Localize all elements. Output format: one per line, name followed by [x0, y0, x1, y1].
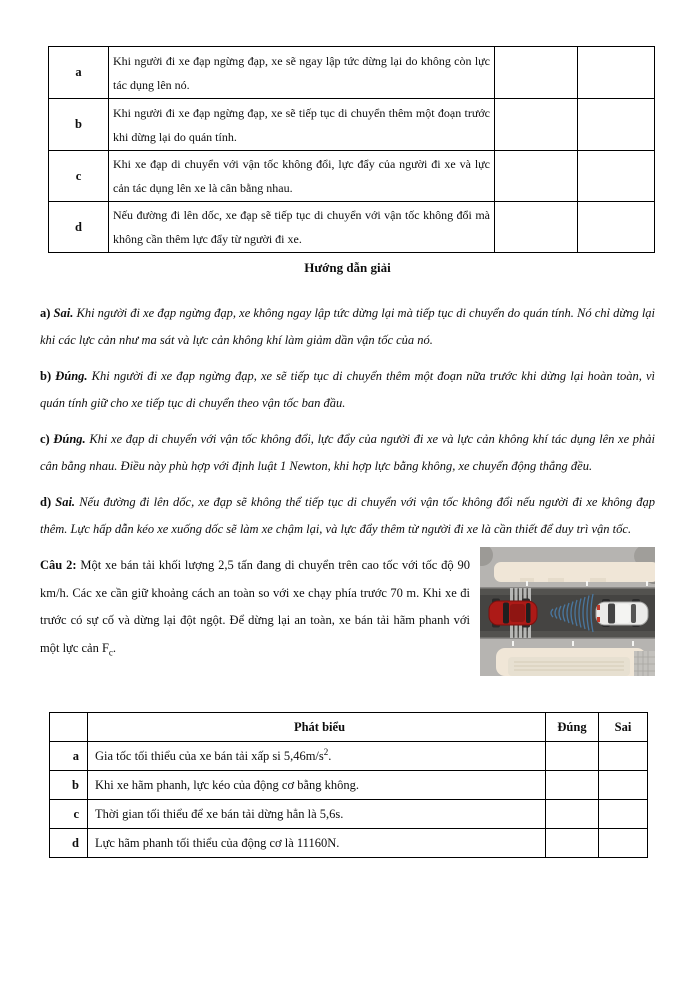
statements-table-q1	[48, 46, 655, 253]
solution-item-a	[40, 300, 655, 354]
question-text-end: .	[112, 640, 117, 655]
statement-cell: Thời gian tối thiểu để xe bán tải dừng hẳn là 5,6s.	[88, 800, 546, 829]
answer-cell-sai-a	[599, 742, 648, 771]
superscript: 2	[323, 746, 329, 757]
row-label: c	[49, 151, 109, 202]
row-label: b	[50, 771, 88, 800]
solution-item-d	[40, 489, 655, 543]
curb-post	[512, 641, 514, 646]
answer-cell-dung-b	[495, 99, 578, 151]
item-verdict: Đúng.	[55, 369, 88, 383]
item-label: c)	[40, 432, 50, 446]
corner-cell	[50, 713, 88, 742]
row-label: a	[49, 47, 109, 99]
table-row	[49, 151, 655, 202]
header-sai: Sai	[599, 713, 648, 742]
item-label: d)	[40, 495, 52, 509]
statement-cell: Lực hãm phanh tối thiểu của động cơ là 11160N.	[88, 829, 546, 858]
question-label: Câu 2:	[40, 558, 77, 572]
answer-cell-dung-a	[495, 47, 578, 99]
statements-table-q2	[49, 712, 648, 858]
item-text: Khi xe đạp di chuyển với vận tốc không đổi, lực đẩy của người đi xe và lực cản không khí tác dụng lên xe phải cân bằng nhau. Điều này phù hợp với định luật 1 Newton, khi hợp lực bằng không, xe chuyển động thẳng đều.	[40, 432, 655, 473]
road-edge	[480, 638, 655, 640]
answer-cell-sai-d	[599, 829, 648, 858]
curb-post	[586, 581, 588, 586]
parking-grid	[634, 651, 655, 676]
item-verdict: Sai.	[53, 306, 74, 320]
row-label: a	[50, 742, 88, 771]
answer-cell-dung-a	[546, 742, 599, 771]
statement-cell: Khi xe hãm phanh, lực kéo của động cơ bằng không.	[88, 771, 546, 800]
answer-cell-dung-d	[495, 202, 578, 253]
answer-cell-sai-b	[578, 99, 655, 151]
solution-item-c	[40, 426, 655, 480]
table-row	[50, 829, 648, 858]
curb-post	[646, 581, 648, 586]
white-car-icon	[596, 599, 648, 627]
statement-cell: Khi người đi xe đạp ngừng đạp, xe sẽ ngay lập tức dừng lại do không còn lực tác dụng lên nó.	[109, 47, 495, 99]
table-row	[49, 99, 655, 151]
road-scene-illustration	[480, 547, 655, 676]
table-header-row	[50, 713, 648, 742]
answer-cell-sai-c	[599, 800, 648, 829]
road-edge	[480, 587, 655, 589]
row-label: d	[49, 202, 109, 253]
statement-cell	[88, 742, 546, 771]
solution-section	[40, 300, 655, 543]
table-row	[49, 202, 655, 253]
answer-cell-dung-c	[546, 800, 599, 829]
item-text: Khi người đi xe đạp ngừng đạp, xe sẽ tiếp tục di chuyển thêm một đoạn nữa trước khi dừng lại hoàn toàn, vì quán tính giữ cho xe tiếp tục di chuyển theo vận tốc ban đầu.	[40, 369, 656, 410]
item-verdict: Đúng.	[53, 432, 86, 446]
statement-text: Gia tốc tối thiểu của xe bán tải xấp si 5,46m/s	[95, 748, 324, 763]
statement-cell: Nếu đường đi lên dốc, xe đạp sẽ tiếp tục di chuyển với vận tốc không đổi mà không cần thêm lực đẩy từ người đi xe.	[109, 202, 495, 253]
item-label: b)	[40, 369, 52, 383]
item-text: Nếu đường đi lên dốc, xe đạp sẽ không thể tiếp tục di chuyển với vận tốc không đổi nếu người đi xe không đạp thêm. Lực hấp dẫn kéo xe xuống dốc sẽ làm xe chậm lại, và lực đẩy thêm từ người đi xe là cần thiết để duy trì vận tốc.	[40, 495, 655, 536]
solution-item-b	[40, 363, 655, 417]
statement-cell: Khi người đi xe đạp ngừng đạp, xe sẽ tiếp tục di chuyển thêm một đoạn trước khi dừng lại do quán tính.	[109, 99, 495, 151]
header-dung: Đúng	[546, 713, 599, 742]
question-2	[40, 552, 655, 662]
answer-cell-sai-d	[578, 202, 655, 253]
row-label: b	[49, 99, 109, 151]
curb-post	[526, 581, 528, 586]
building-detail	[548, 578, 564, 582]
item-text: Khi người đi xe đạp ngừng đạp, xe không ngay lập tức dừng lại mà tiếp tục di chuyển do quán tính. Nó chỉ dừng lại khi các lực cản như ma sát và lực cản không khí làm giảm dần vận tốc của nó.	[40, 306, 656, 347]
answer-cell-sai-c	[578, 151, 655, 202]
table-row	[49, 47, 655, 99]
answer-cell-dung-b	[546, 771, 599, 800]
question-text: Một xe bán tải khối lượng 2,5 tấn đang di chuyển trên cao tốc với tốc độ 90 km/h. Các xe cần giữ khoảng cách an toàn so với xe chạy phía trước 70 m. Khi xe đi trước có sự cố và dừng lại đột ngột. Để dừng lại an toàn, xe bán tải hãm phanh với một lực cản F	[40, 558, 470, 655]
red-car-icon	[489, 599, 537, 628]
answer-cell-sai-a	[578, 47, 655, 99]
curb-post	[632, 641, 634, 646]
table-row	[50, 800, 648, 829]
table-row	[50, 771, 648, 800]
building-top	[494, 562, 655, 582]
item-verdict: Sai.	[55, 495, 76, 509]
answer-cell-dung-c	[495, 151, 578, 202]
statement-end: .	[328, 748, 332, 763]
table-row	[50, 742, 648, 771]
item-label: a)	[40, 306, 51, 320]
row-label: c	[50, 800, 88, 829]
curb-post	[572, 641, 574, 646]
solution-heading: Hướng dẫn giải	[304, 260, 391, 275]
answer-cell-sai-b	[599, 771, 648, 800]
force-subscript: c	[108, 647, 113, 657]
row-label: d	[50, 829, 88, 858]
statement-cell: Khi xe đạp di chuyển với vận tốc không đổi, lực đẩy của người đi xe và lực cản tác dụng lên xe là cân bằng nhau.	[109, 151, 495, 202]
answer-cell-dung-d	[546, 829, 599, 858]
header-statement: Phát biểu	[88, 713, 546, 742]
building-detail	[590, 578, 606, 582]
